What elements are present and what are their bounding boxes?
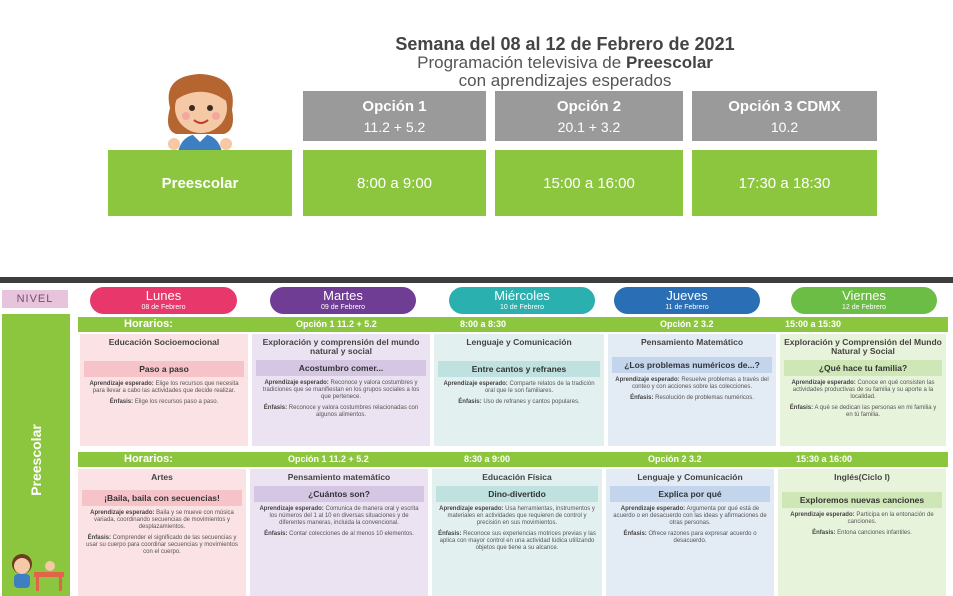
day-date: 12 de Febrero [842,304,886,311]
cell-wed-1 [434,334,604,446]
en-label: Énfasis: [264,531,288,537]
ae-label: Aprendizaje esperado: [90,510,155,516]
en-text: Uso de refranes y cantos populares. [483,399,580,405]
option-2-title: Opción 2 [556,98,622,115]
option-1-label: Opción 1 11.2 + 5.2 [296,319,377,329]
ae-text: Argumenta por qué está de acuerdo o en desacuerdo con las ideas y afirmaciones de otras personas. [613,506,767,526]
nivel-label: NIVEL [2,290,68,308]
option-1-channels: 11.2 + 5.2 [363,119,426,135]
en-text: Reconoce sus experiencias motrices previas y las aplica con mayor control en una actividad lúdica utilizando objetos que tiene a su alcance. [439,531,596,551]
cell-fri-2 [778,469,946,596]
ae-label: Aprendizaje esperado: [791,380,856,386]
cell-subject: Lenguaje y Comunicación [466,337,572,347]
ae-label: Aprendizaje esperado: [264,380,329,386]
ae-text: Reconoce y valora costumbres y tradiciones que se manifiestan en los grupos sociales a los que pertenece. [262,380,420,400]
day-wednesday [449,287,595,314]
level-label: Preescolar [108,150,292,216]
day-date: 10 de Febrero [500,304,544,311]
day-friday [791,287,937,314]
day-date: 09 de Febrero [321,304,365,311]
en-label: Énfasis: [458,399,482,405]
cell-activity: ¿Los problemas numéricos de...? [612,357,772,373]
ae-text: Usa herramientas, instrumentos y materiales en actividades que requieren de control y precisión en sus movimientos. [447,506,595,526]
ae-text: Resuelve problemas a través del conteo y con acciones sobre las colecciones. [631,377,769,390]
day-thursday [614,287,760,314]
cell-wed-2 [432,469,602,596]
ae-text: Comparte relatos de la tradición oral que le son familiares. [484,381,595,394]
option-3-header [692,91,877,141]
day-name: Jueves [666,288,708,303]
option-1-title: Opción 1 [362,98,427,115]
cell-activity: Explica por qué [610,486,770,502]
en-label: Énfasis: [109,399,134,405]
cell-thu-1 [608,334,776,446]
cell-subject: Lenguaje y Comunicación [637,472,743,482]
program-subtitle-2: con aprendizajes esperados [458,71,672,90]
subtitle-bold: Preescolar [625,53,713,72]
option-2-header [495,91,683,141]
en-text: Contar colecciones de al menos 10 elementos. [289,531,414,537]
cell-activity: ¿Qué hace tu familia? [784,360,942,376]
cell-activity: ¿Cuántos son? [254,486,424,502]
day-name: Lunes [145,288,182,303]
cell-subject: Exploración y comprensión del mundo natural y social [262,337,420,356]
en-label: Énfasis: [263,405,288,411]
option-3-time: 17:30 a 18:30 [692,150,877,216]
option-1-time: 8:00 a 9:00 [303,150,486,216]
cell-thu-2 [606,469,774,596]
cell-activity: ¡Baila, baila con secuencias! [82,490,242,506]
ae-label: Aprendizaje esperado: [89,381,154,387]
cell-subject: Pensamiento matemático [287,472,391,482]
option-2-label: Opción 2 3.2 [648,454,702,464]
option-3-title: Opción 3 CDMX [728,98,841,115]
cell-tue-2 [250,469,428,596]
en-text: Ofrece razones para expresar acuerdo o desacuerdo. [648,531,757,544]
cell-subject: Exploración y Comprensión del Mundo Natural y Social [784,337,942,356]
option-2-channels: 20.1 + 3.2 [557,119,621,135]
option-2-time: 15:00 a 15:30 [785,319,842,329]
ae-text: Elige los recursos que necesita para llevar a cabo las actividades que decide realizar. [92,381,239,394]
cell-mon-1 [80,334,248,446]
schedule-title-block [300,34,830,90]
program-subtitle [300,54,830,72]
ae-label: Aprendizaje esperado: [443,381,508,387]
day-date: 08 de Febrero [141,304,186,311]
option-2-time: 15:30 a 16:00 [796,454,853,464]
en-label: Énfasis: [87,535,111,541]
option-2-label: Opción 2 3.2 [660,319,714,329]
cell-activity: Exploremos nuevas canciones [782,492,942,508]
cell-tue-1 [252,334,430,446]
level-side-label: Preescolar [28,424,44,496]
day-name: Martes [323,288,363,303]
ae-text: Baila y se mueve con música variada, coordinando secuencias de movimientos y desplazamientos. [93,510,234,530]
day-name: Miércoles [494,288,550,303]
children-illustration-icon [4,550,70,594]
option-1-header [303,91,486,141]
cell-subject: Artes [151,472,173,482]
ae-label: Aprendizaje esperado: [790,512,855,518]
cell-subject: Educación Física [482,472,552,482]
en-text: Resolución de problemas numéricos. [655,395,754,401]
en-text: Comprender el significado de las secuencias y usar su cuerpo para coordinar secuencias y movimientos con el cuerpo. [86,535,238,555]
cell-activity: Entre cantos y refranes [438,361,600,377]
en-label: Énfasis: [812,530,836,536]
cell-mon-2 [78,469,246,596]
girl-illustration-icon [152,68,248,152]
cell-subject: Inglés(Ciclo I) [834,472,890,482]
day-date: 11 de Febrero [665,304,709,311]
ae-label: Aprendizaje esperado: [259,506,324,512]
en-text: Elige los recursos paso a paso. [134,399,219,405]
cell-activity: Acostumbro comer... [256,360,426,376]
ae-text: Comunica de manera oral y escrita los números del 1 al 10 en diversas situaciones y de diferentes maneras, incluida la convencional. [269,506,419,526]
ae-label: Aprendizaje esperado: [620,506,686,512]
section-divider [0,277,953,283]
ae-label: Aprendizaje esperado: [615,377,680,383]
cell-subject: Educación Socioemocional [108,337,220,347]
en-label: Énfasis: [623,531,647,537]
option-1-time: 8:00 a 8:30 [460,319,507,329]
en-label: Énfasis: [630,395,654,401]
cell-activity: Dino-divertido [436,486,598,502]
cell-subject: Pensamiento Matemático [640,337,744,347]
week-title: Semana del 08 al 12 de Febrero de 2021 [395,34,735,54]
horarios-label: Horarios: [124,318,173,330]
en-text: Reconoce y valora costumbres relacionadas con algunos alimentos. [288,405,419,418]
day-tuesday [270,287,416,314]
en-label: Énfasis: [438,531,462,537]
option-2-time: 15:00 a 16:00 [495,150,683,216]
cell-fri-1 [780,334,946,446]
horarios-label: Horarios: [124,453,173,465]
cell-activity: Paso a paso [84,361,244,377]
option-3-channels: 10.2 [770,119,799,135]
en-text: A qué se dedican las personas en mi familia y en tú familia. [814,405,937,418]
ae-text: Participa en la entonación de canciones. [847,512,934,525]
day-monday [90,287,237,314]
subtitle-prefix: Programación televisiva de [417,53,626,72]
day-name: Viernes [842,288,886,303]
horarios-bar-2 [78,452,948,467]
ae-text: Conoce en qué consisten las actividades productivas de su familia y su aporte a la localidad. [792,380,935,400]
ae-label: Aprendizaje esperado: [439,506,504,512]
en-label: Énfasis: [789,405,814,411]
en-text: Entona canciones infantiles. [837,530,912,536]
option-1-label: Opción 1 11.2 + 5.2 [288,454,369,464]
option-1-time: 8:30 a 9:00 [464,454,511,464]
horarios-bar-1 [78,317,948,332]
